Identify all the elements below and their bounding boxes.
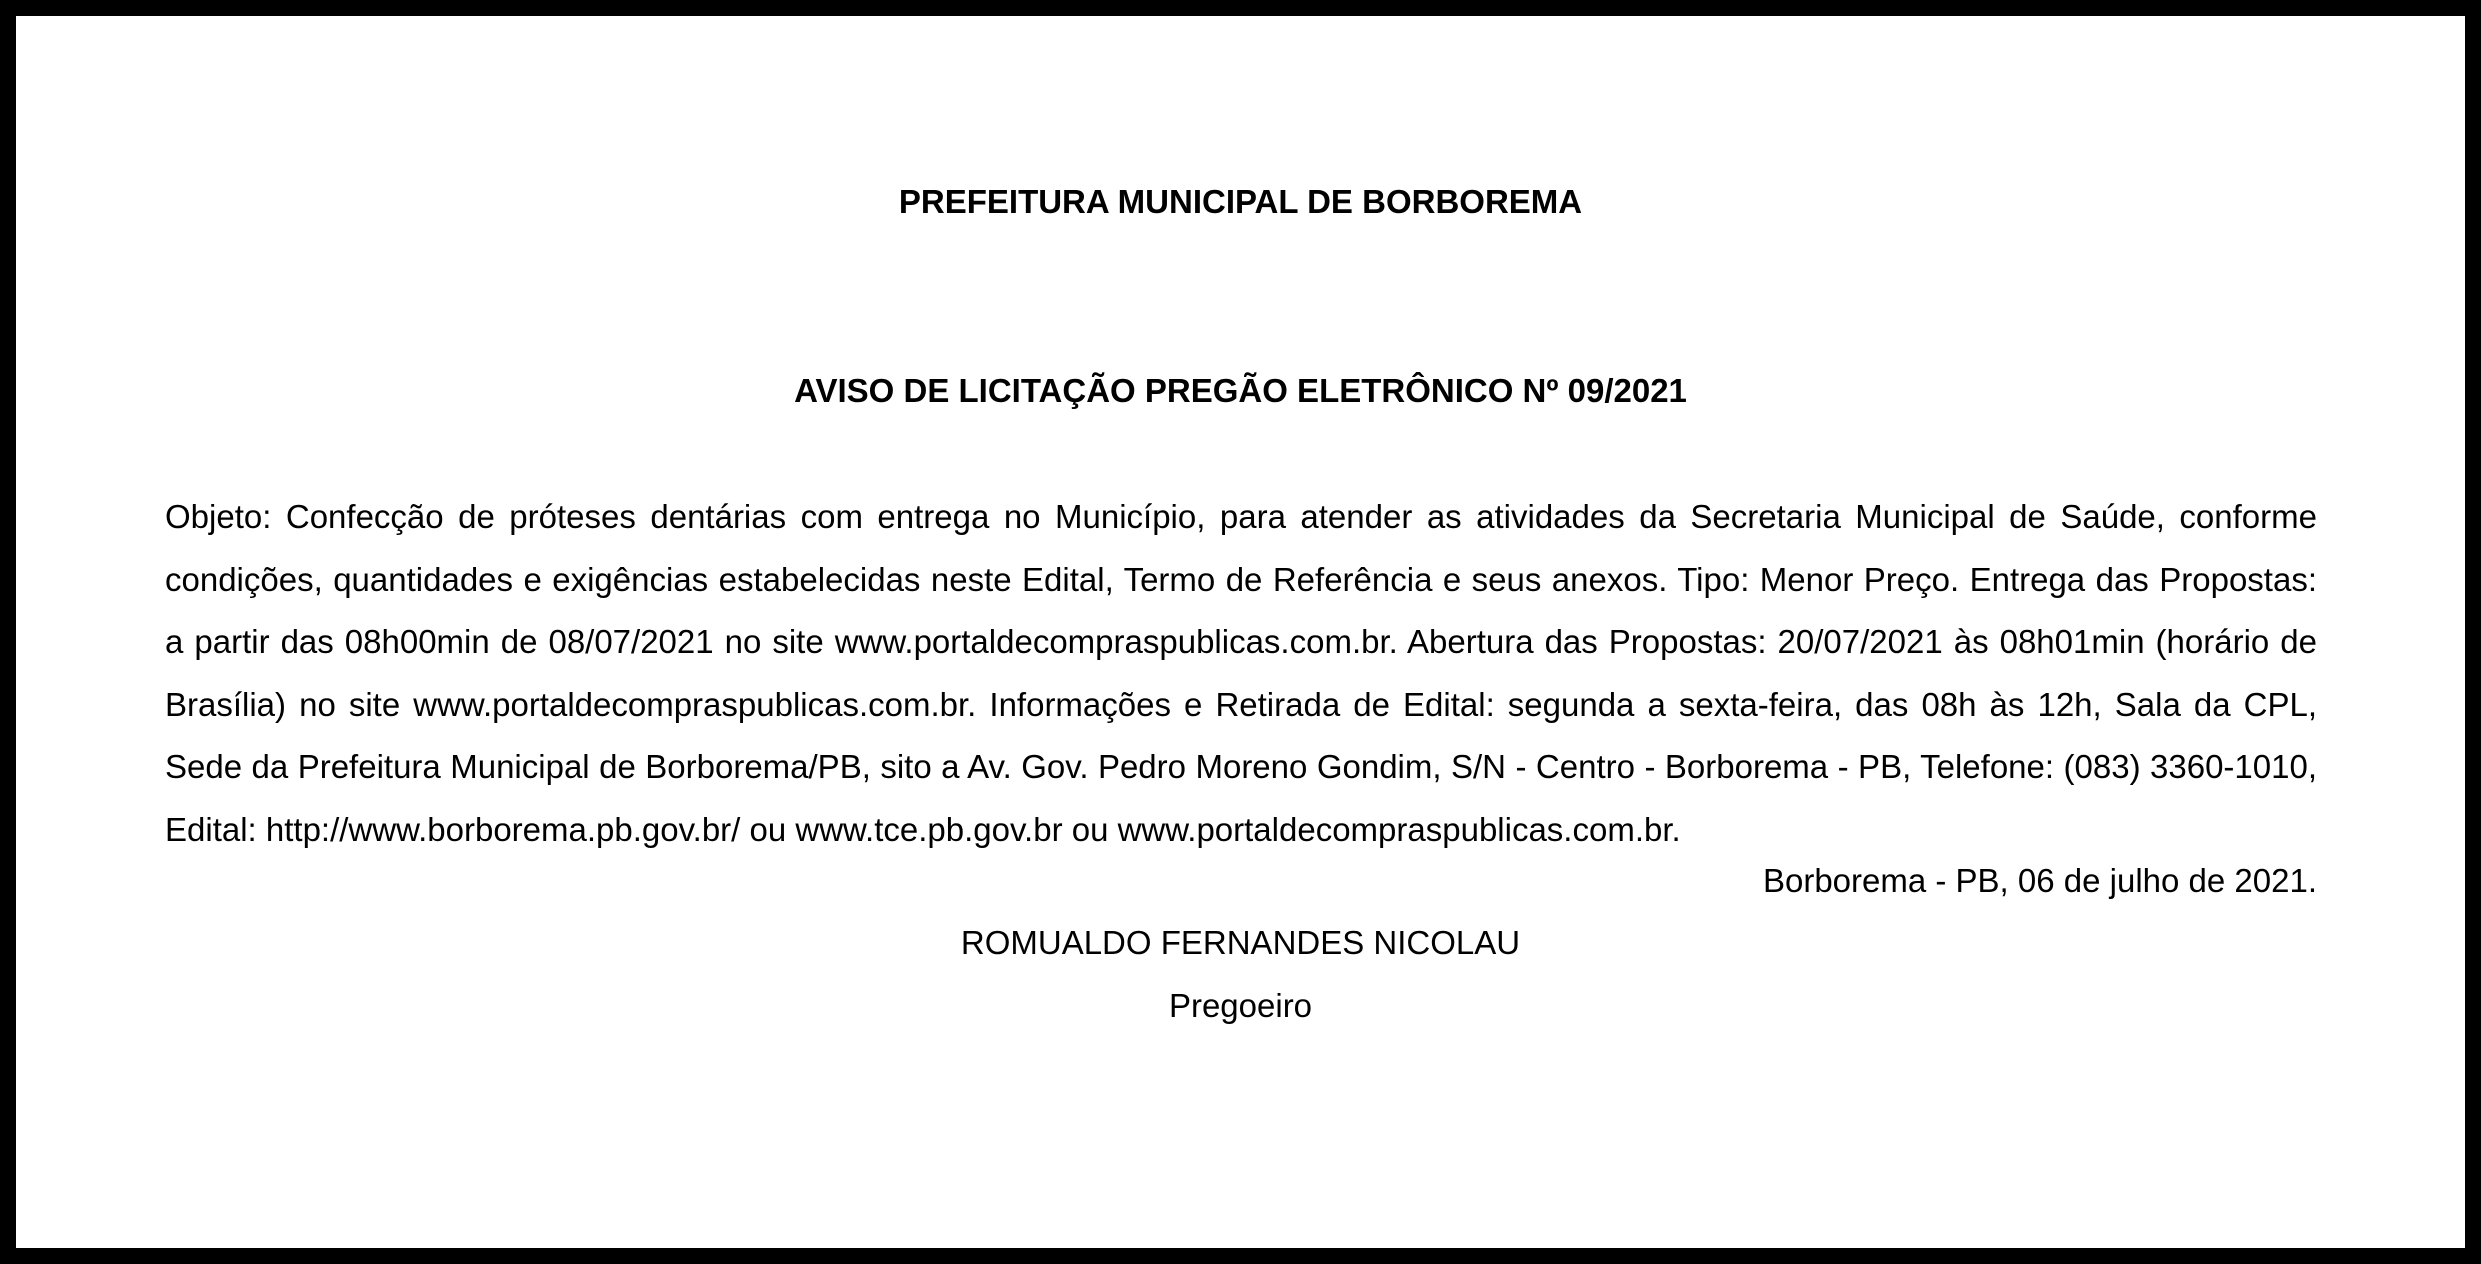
date-line: Borborema - PB, 06 de julho de 2021. (1762, 862, 2317, 899)
signer-name: ROMUALDO FERNANDES NICOLAU (960, 924, 1521, 961)
notice-title: AVISO DE LICITAÇÃO PREGÃO ELETRÔNICO Nº 09/2021 (794, 372, 1687, 409)
municipality-header: PREFEITURA MUNICIPAL DE BORBOREMA (898, 183, 1583, 220)
document-page (16, 16, 2465, 1248)
notice-body: Objeto: Confecção de próteses dentárias com entrega no Município, para atender as atividades da Secretaria Municipal de Saúde, conforme condições, quantidades e exigências estabelecidas neste Edital, Termo de Referência e seus anexos. Tipo: Menor Preço. Entrega das Propostas: a partir das 08h00min de 08/07/2021 no site www.portaldecompraspublicas.com.br. Abertura das Propostas: 20/07/2021 às 08h01min (horário de Brasília) no site www.portaldecompraspublicas.com.br. Informações e Retirada de Edital: segunda a sexta-feira, das 08h às 12h, Sala da CPL, Sede da Prefeitura Municipal de Borborema/PB, sito a Av. Gov. Pedro Moreno Gondim, S/N - Centro - Borborema - PB, Telefone: (083) 3360-1010, Edital: http://www.borborema.pb.gov.br/ ou www.tce.pb.gov.br ou www.portaldecompraspublicas.com.br. (165, 498, 2317, 848)
signer-role: Pregoeiro (1168, 987, 1313, 1024)
